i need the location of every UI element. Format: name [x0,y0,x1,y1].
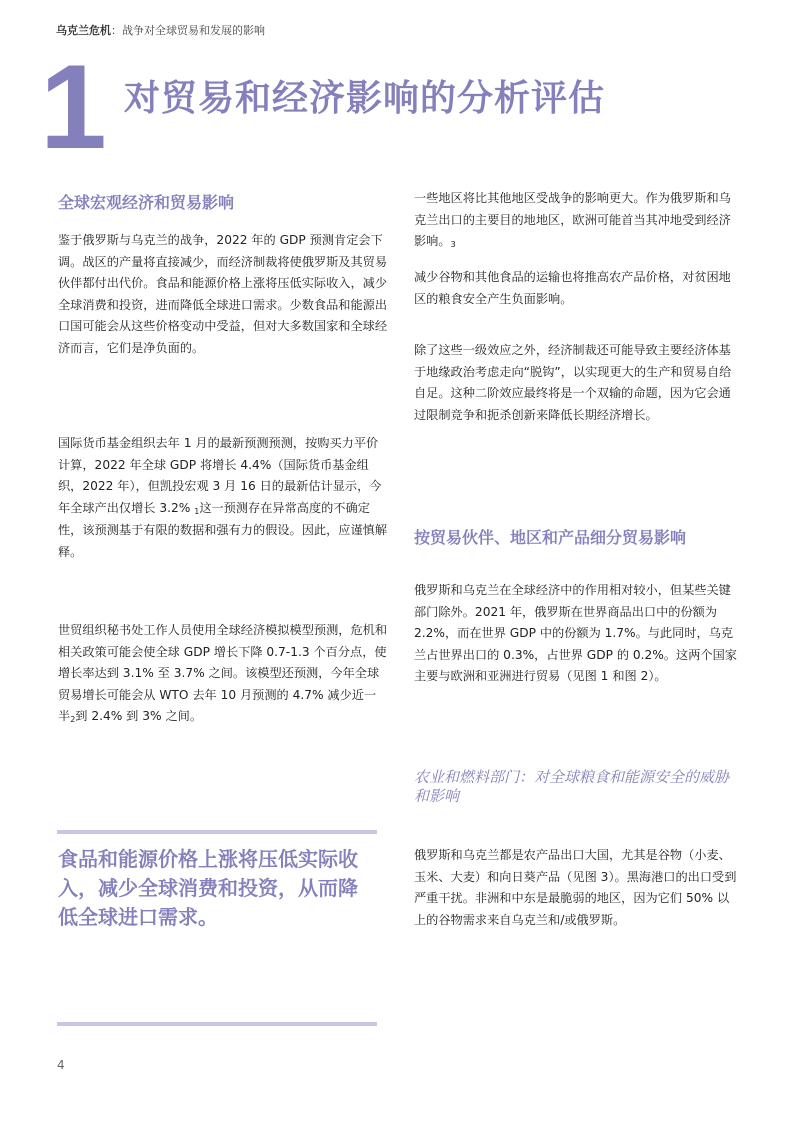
paragraph-text: 世贸组织秘书处工作人员使用全球经济模拟模型预测，危机和相关政策可能会使全球 GDP 增长下降 0.7-1.3 个百分点，使增长率达到 3.1% 至 3.7% 之间。该模型还预测，今年全球贸易增长可能会从 WTO 去年 10 月预测的 4.7% 减少近一半 [58,623,388,723]
report-subtitle: ：战争对全球贸易和发展的影响 [111,24,265,37]
chapter-number: 1 [40,40,103,174]
report-title: 乌克兰危机 [56,24,111,37]
page-number: 4 [57,1058,65,1072]
running-header [56,22,265,38]
paragraph-food-prices: 减少谷物和其他食品的运输也将推高农产品价格，对贫困地区的粮食安全产生负面影响。 [414,270,731,306]
paragraph-gdp-forecast: 鉴于俄罗斯与乌克兰的战争，2022 年的 GDP 预测肯定会下调。战区的产量将直接减少，而经济制裁将使俄罗斯及其贸易伙伴都付出代价。食品和能源价格上涨将压低实际收入，减少全球消费和投资，进而降低全球进口需求。少数食品和能源出口国可能会从这些价格变动中受益，但对大多数国家和全球经济而言，它们是净负面的。 [58,233,388,355]
paragraph-text: 国际货币基金组织去年 1 月的最新预测预测，按购买力平价计算，2022 年全球 GDP 将增长 4.4%（国际货币基金组织，2022 年），但凯投宏观 3 月 16 日的最新估计显示，今年全球产出仅增长 3.2% [58,436,382,515]
paragraph-imf-forecast [58,433,388,563]
paragraph-agri-exports: 俄罗斯和乌克兰都是农产品出口大国，尤其是谷物（小麦、玉米、大麦）和向日葵产品（见图 3）。黑海港口的出口受到严重干扰。非洲和中东是最脆弱的地区，因为它们 50% 以上的谷物需求来自乌克兰和/或俄罗斯。 [414,848,737,927]
pull-quote-bottom-rule [57,1022,377,1026]
chapter-title: 对贸易和经济影响的分析评估 [124,78,606,119]
pull-quote-top-rule [57,830,377,834]
subsection-heading-agri-fuel: 农业和燃料部门：对全球粮食和能源安全的威胁和影响 [414,768,730,805]
paragraph-text: 一些地区将比其他地区受战争的影响更大。作为俄罗斯和乌克兰出口的主要目的地地区，欧洲可能首当其冲地受到经济影响。 [414,191,731,248]
section-heading-macro: 全球宏观经济和贸易影响 [58,193,235,212]
paragraph-wto-simulation [58,620,388,729]
footnote-ref: 2 [70,715,76,724]
pull-quote: 食品和能源价格上涨将压低实际收入，减少全球消费和投资，从而降低全球进口需求。 [58,847,358,929]
paragraph-text: 这一预测存在异常高度的不确定性，该预测基于有限的数据和强有力的假设。因此，应谨慎解释。 [58,500,388,559]
footnote-ref: 3 [450,240,456,249]
paragraph-text: 到 2.4% 到 3% 之间。 [75,709,203,723]
paragraph-regional-impact [414,188,739,254]
section-heading-trade-breakdown: 按贸易伙伴、地区和产品细分贸易影响 [414,528,687,547]
paragraph-decoupling: 除了这些一级效应之外，经济制裁还可能导致主要经济体基于地缘政治考虑走向“脱钩”，以实现更大的生产和贸易自给自足。这种二阶效应最终将是一个双输的命题，因为它会通过限制竞争和扼杀创新来降低长期经济增长。 [414,343,732,422]
footnote-ref: 1 [194,506,200,516]
paragraph-trade-shares: 俄罗斯和乌克兰在全球经济中的作用相对较小，但某些关键部门除外。2021 年，俄罗斯在世界商品出口中的份额为 2.2%，而在世界 GDP 中的份额为 1.7%。与此同时，乌克兰占世界出口的 0.3%，占世界 GDP 的 0.2%。这两个国家主要与欧洲和亚洲进行贸易（见图 1 和图 2）。 [414,583,737,683]
